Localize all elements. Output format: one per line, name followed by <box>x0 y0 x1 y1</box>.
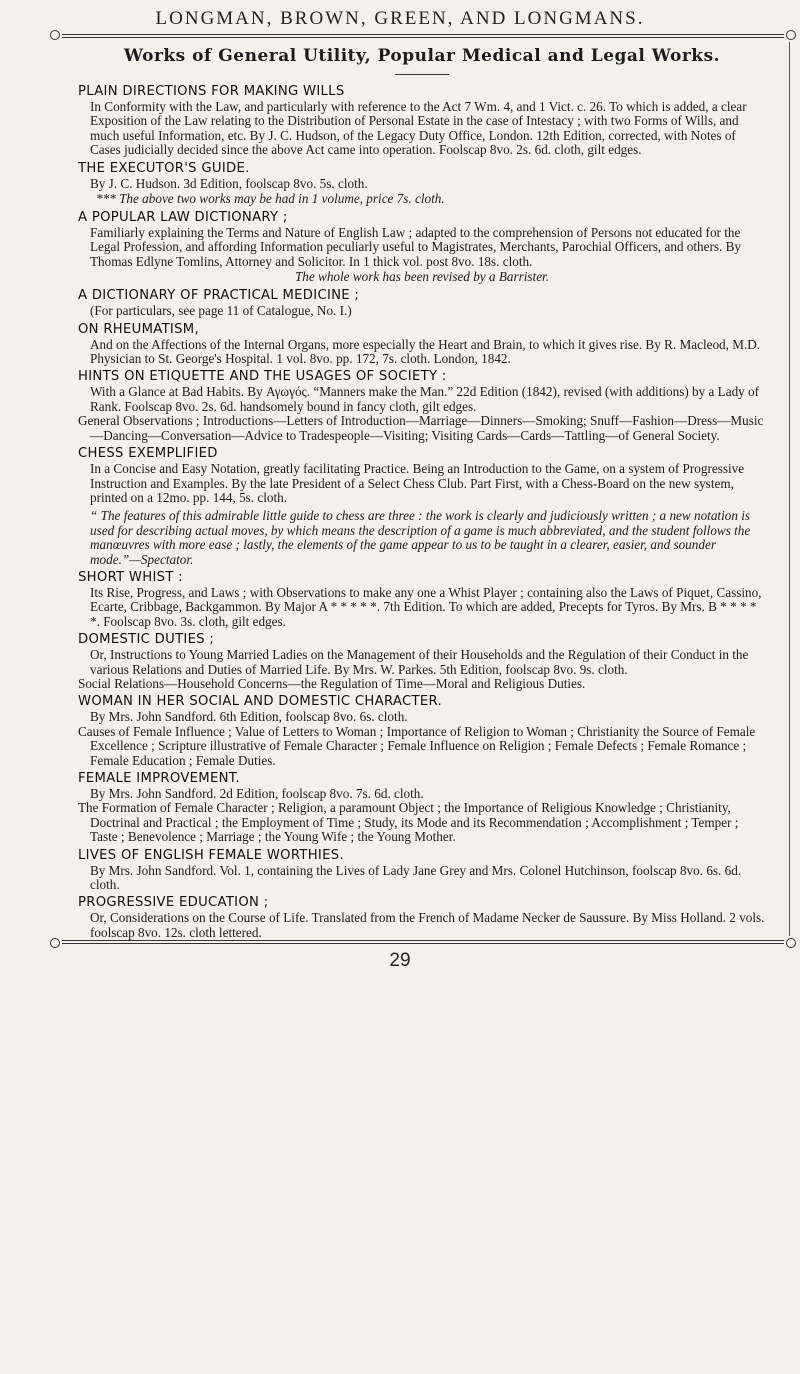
entry-title: PLAIN DIRECTIONS FOR MAKING WILLS <box>78 84 345 99</box>
content <box>78 46 766 940</box>
entry-text: General Observations ; Introductions—Letters of Introduction—Marriage—Dinners—Smoking; Snuff—Fashion—Dress—Music—Dancing—Conversation—Advice to Tradespeople—Visiting; Visiting Cards—Cards—Tattling—of General Society. <box>78 413 764 443</box>
bottom-left-ring-ornament <box>50 938 60 948</box>
content-frame <box>62 34 784 944</box>
entry-title: LIVES OF ENGLISH FEMALE WORTHIES. <box>78 847 344 863</box>
catalogue-entry <box>78 770 766 845</box>
page-number: 29 <box>389 950 411 971</box>
entry-text: (For particulars, see page 11 of Catalogue, No. I.) <box>90 303 352 319</box>
top-rule <box>62 34 784 38</box>
bottom-rule <box>62 940 784 944</box>
entry-text: With a Glance at Bad Habits. By Αγωγός. “Manners make the Man.” 22d Edition (1842), revised (with additions) by a Lady of Rank. Foolscap 8vo. 2s. 6d. handsomely bound in fancy cloth, gilt edges. <box>90 384 760 414</box>
catalogue-entry <box>78 631 766 691</box>
catalogue-entry <box>78 569 766 629</box>
entry-review-quote: “ The features of this admirable little guide to chess are three : the work is clearly and judiciously written ; a new notation is used for describing actual moves, by which means the description of a game is much abbreviated, and the student follows the manœuvres with more ease ; lastly, the elements of the game appear to us to be taught in a clearer, easier, and sounder mode.”—Spectator. <box>90 508 751 567</box>
catalogue-entry <box>78 321 766 367</box>
entry-text: By Mrs. John Sandford. 2d Edition, foolscap 8vo. 7s. 6d. cloth. <box>90 786 424 801</box>
entry-text: Familiarly explaining the Terms and Nature of English Law ; adapted to the comprehension of Persons not educated for the Legal Profession, and affording Information peculiarly useful to Magistrates, Merchants, Parochial Officers, and others. By Thomas Edlyne Tomlins, Attorney and Solicitor. In 1 thick vol. post 8vo. 18s. cloth. <box>90 225 742 269</box>
entry-text: By J. C. Hudson. 3d Edition, foolscap 8vo. 5s. cloth. <box>90 175 368 191</box>
entry-title: PROGRESSIVE EDUCATION ; <box>78 895 269 911</box>
entry-title: A POPULAR LAW DICTIONARY ; <box>78 210 288 226</box>
entry-text: Or, Considerations on the Course of Life. Translated from the French of Madame Necker de Saussure. By Miss Holland. 2 vols. foolscap 8vo. 12s. cloth lettered. <box>90 910 765 940</box>
entry-text: By Mrs. John Sandford. Vol. 1, containing the Lives of Lady Jane Grey and Mrs. Colonel Hutchinson, foolscap 8vo. 6s. 6d. cloth. <box>90 862 742 893</box>
entry-text: Its Rise, Progress, and Laws ; with Observations to make any one a Whist Player ; containing also the Laws of Piquet, Cassino, Ecarte, Cribbage, Backgammon. By Major A * * * * *. 7th Edition. To which are added, Precepts for Tyros. By Mrs. B * * * * *. Foolscap 8vo. 3s. cloth, gilt edges. <box>90 584 762 629</box>
entry-text: By Mrs. John Sandford. 6th Edition, foolscap 8vo. 6s. cloth. <box>90 709 408 725</box>
bottom-right-ring-ornament <box>786 938 796 948</box>
section-title: Works of General Utility, Popular Medical and Legal Works. <box>123 46 721 66</box>
entry-text: Causes of Female Influence ; Value of Letters to Woman ; Importance of Religion to Woman ; Christianity the Source of Female Excellence ; Scripture illustrative of Female Character ; Female Influence on Religion ; Female Defects ; Female Romance ; Female Education ; Female Duties. <box>78 723 756 768</box>
catalogue-entry <box>78 693 766 768</box>
entry-text: The Formation of Female Character ; Religion, a paramount Object ; the Importance of Religious Knowledge ; Christianity, Doctrinal and Practical ; the Employment of Time ; Study, its Mode and its Recommendation ; Accomplishment ; Temper ; Taste ; Benevolence ; Marriage ; the Young Wife ; the Young Mother. <box>78 800 739 845</box>
entry-text: Social Relations—Household Concerns—the Regulation of Time—Moral and Religious Duties. <box>78 675 586 691</box>
entry-text: Or, Instructions to Young Married Ladies on the Management of their Households and the Regulation of their Conduct in the various Relations and Duties of Married Life. By Mrs. W. Parkes. 5th Edition, foolscap 8vo. 9s. cloth. <box>90 647 749 677</box>
entry-title: CHESS EXEMPLIFIED <box>78 446 218 462</box>
catalogue-entry <box>78 368 766 443</box>
entry-title: ON RHEUMATISM, <box>78 321 199 337</box>
catalogue-entry <box>78 160 766 207</box>
right-margin-line <box>789 42 790 936</box>
entry-title: DOMESTIC DUTIES ; <box>78 632 215 648</box>
catalogue-entry <box>78 209 766 285</box>
top-right-ring-ornament <box>786 30 796 40</box>
entry-text: In a Concise and Easy Notation, greatly facilitating Practice. Being an Introduction to the Game, on a system of Progressive Instruction and Examples. By the late President of a Select Chess Club. Part First, with a Chess-Board on the new system, printed on a 12mo. pp. 144, 5s. cloth. <box>90 461 745 505</box>
entry-text: In Conformity with the Law, and particularly with reference to the Act 7 Wm. 4, and 1 Vict. c. 26. To which is added, a clear Exposition of the Law relating to the Distribution of Personal Estate in the case of Intestacy ; with two Forms of Wills, and much useful Information, etc. By J. C. Hudson, of the Legacy Duty Office, London. 12th Edition, corrected, with Notes of Cases judicially decided since the above Act came into operation. Foolscap 8vo. 2s. 6d. cloth, gilt edges. <box>90 99 747 158</box>
entry-title: THE EXECUTOR'S GUIDE. <box>78 160 250 176</box>
catalogue-entry <box>78 894 766 940</box>
entry-title: A DICTIONARY OF PRACTICAL MEDICINE ; <box>78 288 360 304</box>
running-header: LONGMAN, BROWN, GREEN, AND LONGMANS. <box>155 8 645 29</box>
catalogue-entry <box>78 847 766 893</box>
title-rule <box>395 74 449 75</box>
entry-note: The whole work has been revised by a Barrister. <box>294 269 550 285</box>
entry-title: FEMALE IMPROVEMENT. <box>78 771 241 786</box>
entry-text: And on the Affections of the Internal Organs, more especially the Heart and Brain, to which it gives rise. By R. Macleod, M.D. Physician to St. George's Hospital. 1 vol. 8vo. pp. 172, 7s. cloth. London, 1842. <box>90 336 761 367</box>
top-left-ring-ornament <box>50 30 60 40</box>
entry-title: WOMAN IN HER SOCIAL AND DOMESTIC CHARACTER. <box>78 694 442 710</box>
catalogue-entry <box>78 287 766 318</box>
entry-note: *** The above two works may be had in 1 volume, price 7s. cloth. <box>96 191 445 207</box>
entry-title: HINTS ON ETIQUETTE AND THE USAGES OF SOCIETY : <box>78 369 447 385</box>
catalogue-entry <box>78 83 766 158</box>
entry-list <box>78 83 766 940</box>
entry-title: SHORT WHIST : <box>78 569 183 585</box>
catalogue-entry <box>78 445 766 567</box>
